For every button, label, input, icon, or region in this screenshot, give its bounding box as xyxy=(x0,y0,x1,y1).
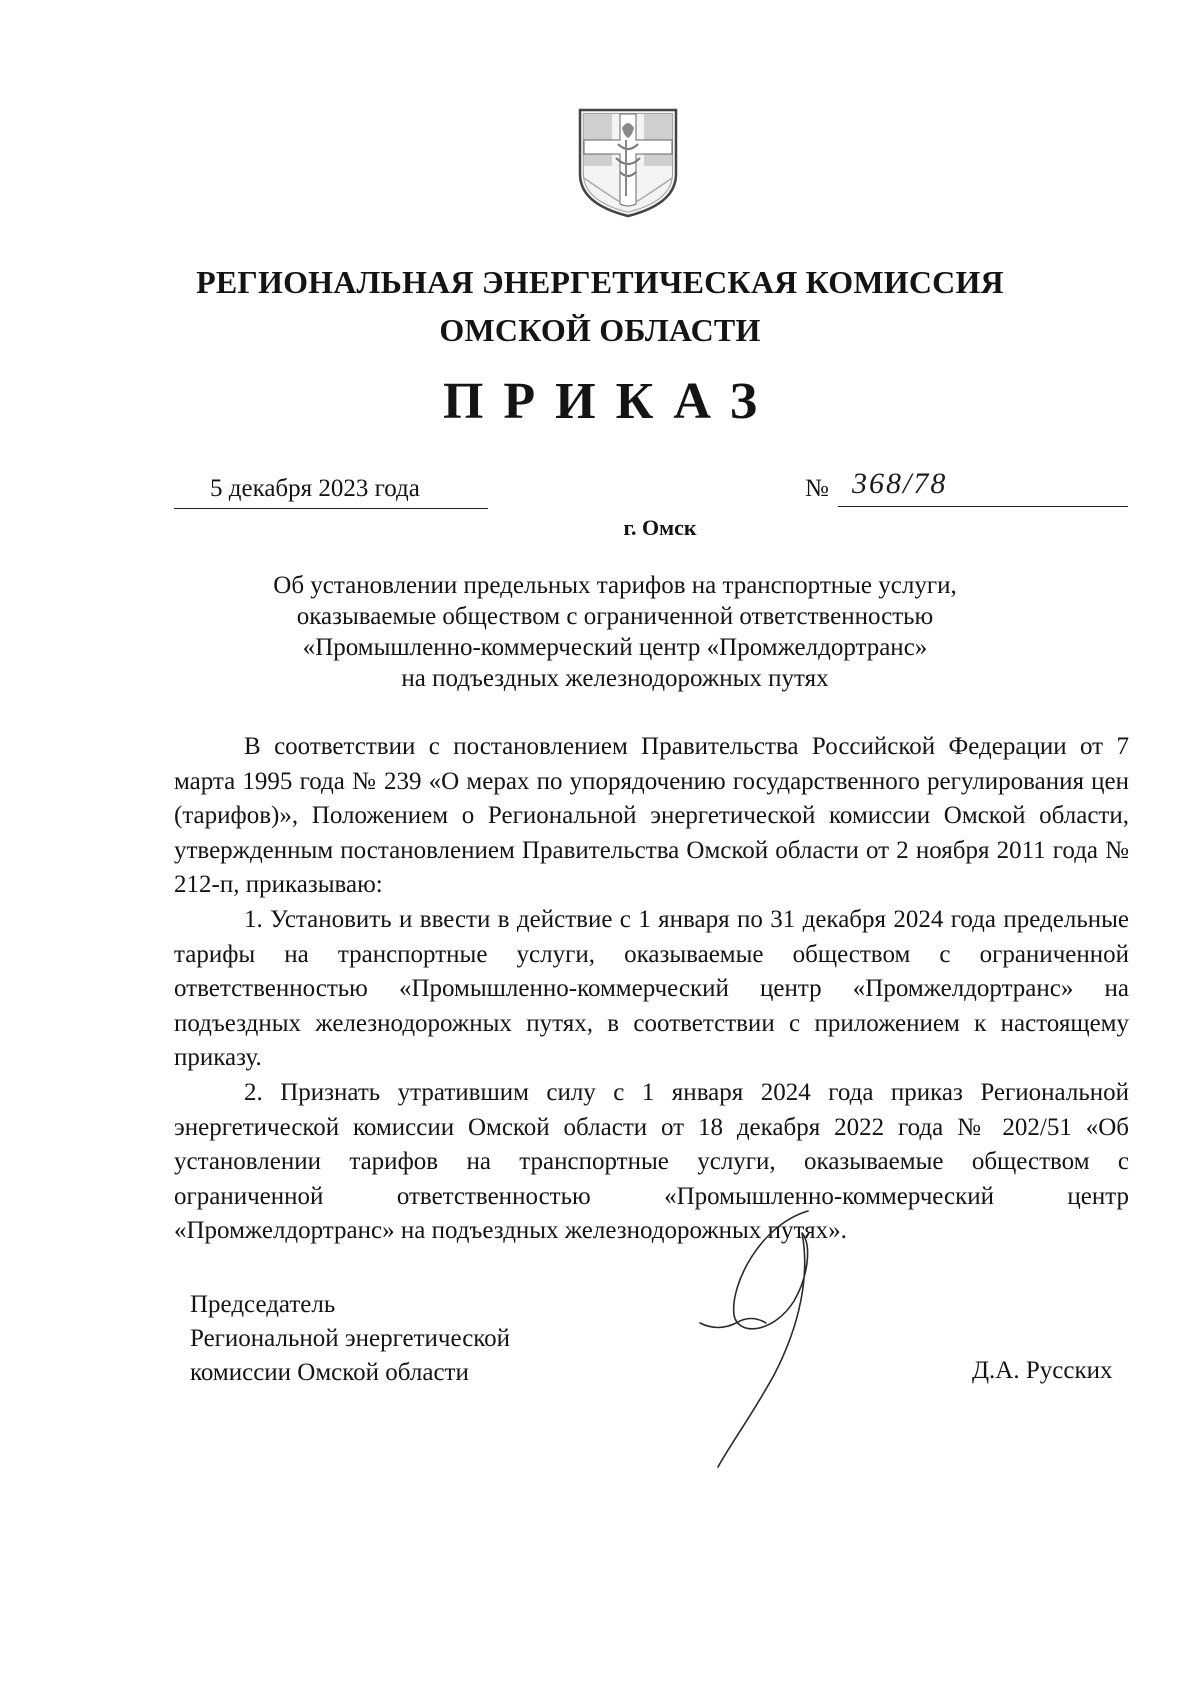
number-label: № xyxy=(805,475,829,502)
document-type-title: ПРИКАЗ xyxy=(442,373,778,430)
subject-line: на подъездных железнодорожных путях xyxy=(401,665,829,692)
city: г. Омск xyxy=(623,515,697,540)
document-body xyxy=(174,730,1129,1249)
organization-name-line-1: РЕГИОНАЛЬНАЯ ЭНЕРГЕТИЧЕСКАЯ КОМИССИЯ xyxy=(196,264,1004,300)
body-paragraph-item-1: 1. Установить и ввести в действие с 1 января по 31 декабря 2024 года предельные тарифы на транспортные услуги, оказываемые обществом с ограниченной ответственностью «Промышленно-коммерческий центр «Промжелдортранс» на подъездных железнодорожных путях, в соответствии с приложением к настоящему приказу. xyxy=(174,905,1129,1072)
coat-of-arms-icon xyxy=(570,104,686,220)
subject-line: «Промышленно-коммерческий центр «Промжелдортранс» xyxy=(302,634,928,661)
signer-name: Д.А. Русских xyxy=(972,1357,1113,1384)
document-number: 368/78 xyxy=(852,467,948,500)
subject-line: Об установлении предельных тарифов на транспортные услуги, xyxy=(273,572,957,599)
signer-position-line: Региональной энергетической xyxy=(190,1325,511,1352)
organization-name-line-2: ОМСКОЙ ОБЛАСТИ xyxy=(439,312,761,348)
subject-line: оказываемые обществом с ограниченной ответственностью xyxy=(296,603,934,630)
signer-position xyxy=(190,1288,510,1390)
document-subject xyxy=(190,570,1040,694)
signer-position-line: Председатель xyxy=(190,1291,336,1318)
body-paragraph-preamble: В соответствии с постановлением Правительства Российской Федерации от 7 марта 1995 года № 239 «О мерах по упорядочению государственного регулирования цен (тарифов)», Положением о Региональной энергетической комиссии Омской области, утвержденным постановлением Правительства Омской области от 2 ноября 2011 года № 212-п, приказываю: xyxy=(174,733,1129,899)
document-date: 5 декабря 2023 года xyxy=(210,475,420,502)
signer-position-line: комиссии Омской области xyxy=(190,1359,469,1386)
body-paragraph-item-2: 2. Признать утратившим силу с 1 января 2024 года приказ Региональной энергетической комиссии Омской области от 18 декабря 2022 года № 202/51 «Об установлении тарифов на транспортные услуги, оказываемые обществом с ограниченной ответственностью «Промышленно-коммерческий центр «Промжелдортранс» на подъездных железнодорожных путях». xyxy=(174,1078,1129,1245)
handwritten-signature xyxy=(690,1205,870,1475)
